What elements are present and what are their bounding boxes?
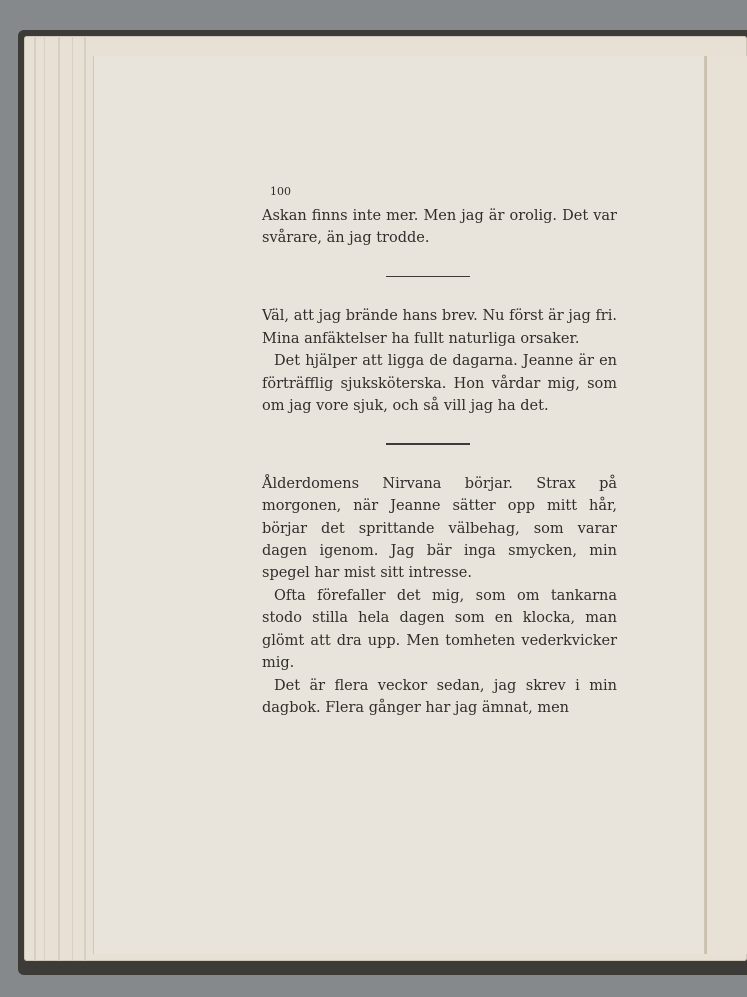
section-3 (262, 473, 617, 719)
paragraph: Ålderdomens Nirvana börjar. Strax på morgonen, när Jeanne sätter opp mitt hår, börjar det sprittande välbehag, som varar dagen igenom. Jag bär inga smycken, min spegel har mist sitt intresse. (262, 475, 617, 582)
paragraph: Väl, att jag brände hans brev. Nu först är jag fri. Mina anfäktelser ha fullt naturliga orsaker. (262, 308, 617, 347)
paragraph: Det hjälper att ligga de dagarna. Jeanne är en förträfflig sjuksköterska. Hon vårdar mig, som om jag vore sjuk, och så vill jag ha det. (262, 353, 617, 414)
page-number: 100 (270, 185, 291, 198)
section-separator (386, 276, 470, 278)
section-separator (386, 443, 470, 445)
paragraph: Askan finns inte mer. Men jag är orolig. Det var svårare, än jag trodde. (262, 208, 617, 247)
page-text (262, 205, 617, 719)
section-1 (262, 205, 617, 250)
paragraph: Ofta förefaller det mig, som om tankarna stodo stilla hela dagen som en klocka, man glömt att dra upp. Men tomheten vederkvicker mig. (262, 587, 617, 672)
section-2 (262, 305, 617, 417)
next-page-edge (705, 56, 747, 954)
paragraph: Det är flera veckor sedan, jag skrev i min dagbok. Flera gånger har jag ämnat, men (262, 677, 617, 716)
